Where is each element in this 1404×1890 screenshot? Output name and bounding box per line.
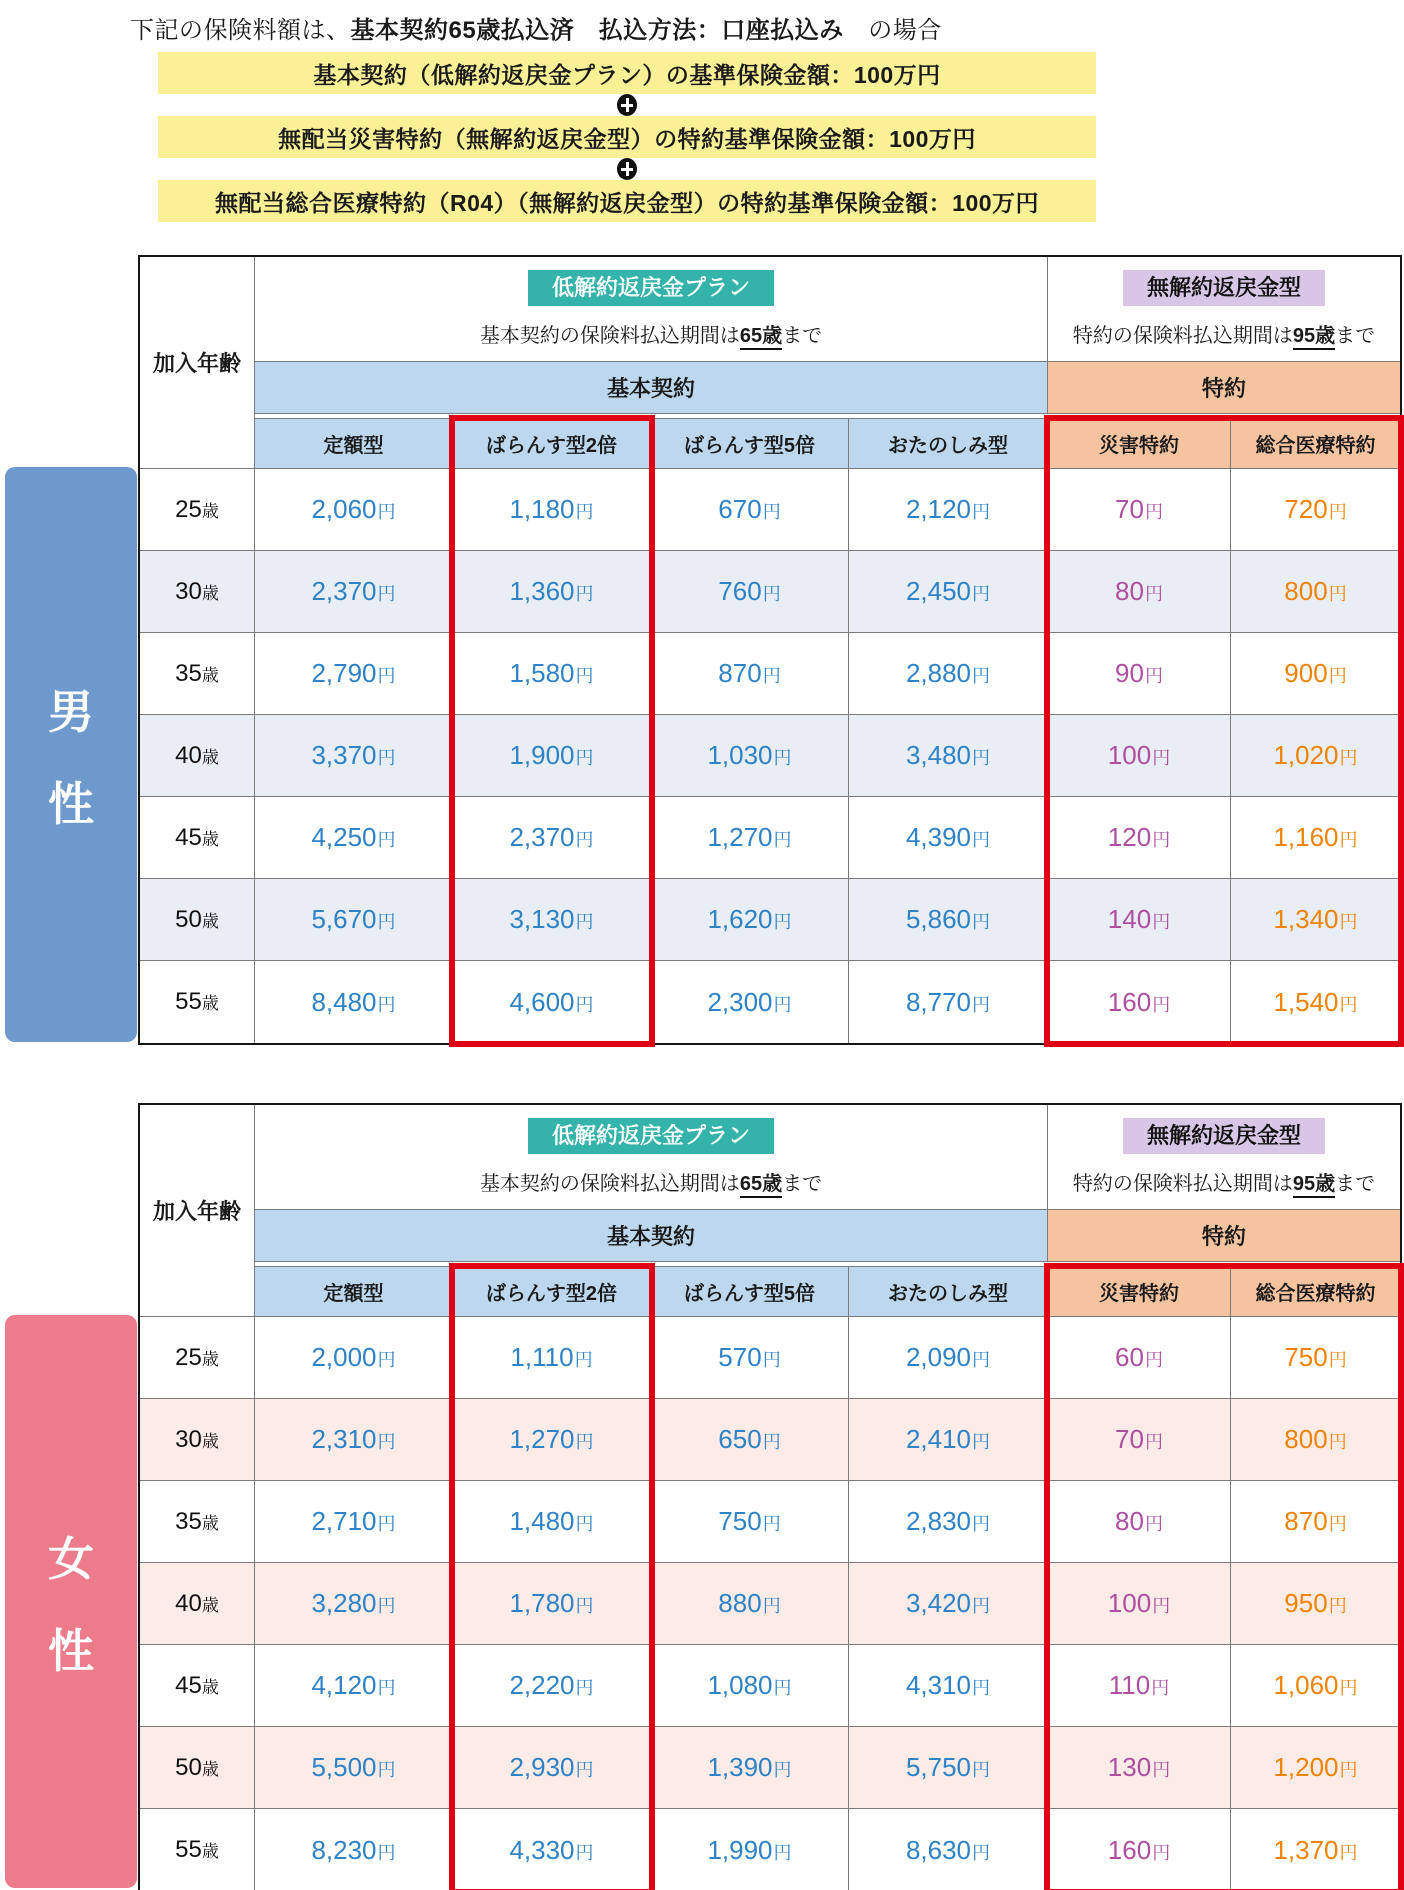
premium-cell: 1,270円 [453, 1399, 651, 1481]
premium-cell: 8,480円 [255, 961, 453, 1043]
premium-cell: 1,110円 [453, 1317, 651, 1399]
premium-cell: 2,220円 [453, 1645, 651, 1727]
premium-cell: 1,540円 [1273, 986, 1358, 1017]
premium-cell: 1,060円 [1231, 1645, 1400, 1727]
coverage-line-basic [158, 52, 1096, 94]
plus-row [158, 94, 1096, 116]
premium-table-male [138, 255, 1402, 1045]
premium-cell: 2,880円 [849, 633, 1048, 715]
age-column-header: 加入年齢 [140, 1105, 255, 1317]
page-title [130, 10, 942, 45]
premium-cell: 750円 [651, 1481, 849, 1563]
premium-cell: 70円 [1048, 469, 1231, 551]
age-cell: 40歳 [140, 715, 255, 797]
premium-cell: 100円 [1048, 715, 1231, 797]
premium-cell: 1,900円 [453, 715, 651, 797]
premium-cell: 110円 [1048, 1645, 1231, 1727]
premium-cell: 2,060円 [255, 469, 453, 551]
premium-cell: 870円 [651, 633, 849, 715]
premium-cell: 160円 [1048, 961, 1231, 1043]
premium-cell: 1,360円 [453, 551, 651, 633]
premium-cell: 100円 [1048, 1563, 1231, 1645]
plan-badge: 低解約返戻金プラン [528, 270, 774, 306]
rider-period-prefix: 特約の保険料払込期間は [1072, 325, 1293, 347]
premium-cell: 800円 [1231, 551, 1400, 633]
table-row [140, 797, 1400, 879]
premium-cell: 1,990円 [651, 1809, 849, 1890]
coverage-line-basic-text: 基本契約（低解約返戻金プラン）の基準保険金額：100万円 [313, 61, 941, 88]
column-header-medical-rider: 総合医療特約 [1231, 419, 1400, 469]
gender-char: 性 [48, 777, 94, 830]
plan-period-suffix: まで [782, 1173, 823, 1195]
premium-cell: 90円 [1048, 633, 1231, 715]
premium-cell: 2,370円 [255, 551, 453, 633]
plan-period-age: 65歳 [740, 325, 782, 350]
table-row [140, 633, 1400, 715]
premium-cell: 570円 [651, 1317, 849, 1399]
table-row [140, 1809, 1400, 1890]
column-header-accident-rider: 災害特約 [1048, 419, 1231, 469]
premium-cell: 4,330円 [453, 1809, 651, 1890]
premium-cell: 2,790円 [255, 633, 453, 715]
premium-cell: 670円 [651, 469, 849, 551]
gender-char: 女 [48, 1532, 94, 1585]
age-cell: 30歳 [140, 1399, 255, 1481]
premium-cell: 5,500円 [255, 1727, 453, 1809]
premium-cell: 2,830円 [849, 1481, 1048, 1563]
premium-cell: 950円 [1231, 1563, 1400, 1645]
premium-cell: 4,600円 [453, 961, 651, 1043]
premium-cell: 5,670円 [255, 879, 453, 961]
premium-cell: 880円 [651, 1563, 849, 1645]
plan-badge: 低解約返戻金プラン [528, 1118, 774, 1154]
plan-period [480, 1167, 822, 1196]
premium-cell: 8,230円 [255, 1809, 453, 1890]
premium-cell: 870円 [1231, 1481, 1400, 1563]
age-cell: 25歳 [140, 469, 255, 551]
premium-cell: 3,280円 [255, 1563, 453, 1645]
premium-cell: 650円 [651, 1399, 849, 1481]
premium-cell: 760円 [651, 551, 849, 633]
plan-period-prefix: 基本契約の保険料払込期間は [479, 1173, 740, 1195]
premium-cell: 3,130円 [453, 879, 651, 961]
premium-cell: 720円 [1231, 469, 1400, 551]
plan-period [480, 319, 822, 348]
premium-cell: 800円 [1231, 1399, 1400, 1481]
premium-cell: 80円 [1048, 551, 1231, 633]
age-cell: 45歳 [140, 1645, 255, 1727]
plan-header [255, 257, 1048, 362]
table-row [140, 1645, 1400, 1727]
plan-header [255, 1105, 1048, 1210]
premium-cell: 1,030円 [651, 715, 849, 797]
premium-cell: 2,450円 [849, 551, 1048, 633]
plus-icon [617, 94, 637, 116]
table-row [140, 1481, 1400, 1563]
title-suffix: の場合 [843, 17, 942, 44]
rider-badge: 無解約返戻金型 [1123, 1118, 1325, 1154]
rider-section-header: 特約 [1048, 1210, 1400, 1262]
premium-cell: 4,120円 [255, 1645, 453, 1727]
premium-cell: 3,370円 [255, 715, 453, 797]
rider-period-age: 95歳 [1293, 1173, 1335, 1198]
column-header-otanoshimi: おたのしみ型 [849, 1267, 1048, 1317]
table-body [140, 1317, 1400, 1890]
premium-cell: 2,370円 [453, 797, 651, 879]
gender-char: 男 [48, 685, 94, 738]
premium-cell: 4,250円 [255, 797, 453, 879]
premium-cell: 80円 [1048, 1481, 1231, 1563]
column-header-accident-rider: 災害特約 [1048, 1267, 1231, 1317]
premium-cell: 1,390円 [651, 1727, 849, 1809]
column-header-balance2x: ばらんす型2倍 [453, 419, 651, 469]
table-header [140, 1105, 1400, 1317]
age-cell: 55歳 [140, 961, 255, 1043]
table-row [140, 1399, 1400, 1481]
plus-row [158, 158, 1096, 180]
premium-cell: 1,160円 [1231, 797, 1400, 879]
table-header [140, 257, 1400, 469]
basic-section-header: 基本契約 [255, 1210, 1048, 1262]
premium-cell: 2,310円 [255, 1399, 453, 1481]
premium-cell: 120円 [1048, 797, 1231, 879]
plus-icon [617, 158, 637, 180]
plan-period-suffix: まで [782, 325, 823, 347]
gender-char: 性 [48, 1624, 94, 1677]
column-header-otanoshimi: おたのしみ型 [849, 419, 1048, 469]
premium-cell: 1,020円 [1231, 715, 1400, 797]
premium-cell: 4,390円 [849, 797, 1048, 879]
premium-cell: 2,000円 [255, 1317, 453, 1399]
premium-cell: 2,090円 [849, 1317, 1048, 1399]
coverage-line-medical-text: 無配当総合医療特約（R04）（無解約返戻金型）の特約基準保険金額：100万円 [214, 189, 1040, 216]
table-row [140, 551, 1400, 633]
table-body [140, 469, 1400, 1043]
age-cell: 35歳 [140, 1481, 255, 1563]
premium-cell: 2,120円 [849, 469, 1048, 551]
age-cell: 50歳 [140, 879, 255, 961]
table-row [140, 961, 1400, 1043]
age-cell: 55歳 [140, 1809, 255, 1890]
table-row [140, 1727, 1400, 1809]
column-header-balance5x: ばらんす型5倍 [651, 419, 849, 469]
premium-cell: 1,620円 [651, 879, 849, 961]
coverage-stack [158, 52, 1096, 222]
plan-period-age: 65歳 [740, 1173, 782, 1198]
premium-cell: 130円 [1048, 1727, 1231, 1809]
column-header-medical-rider: 総合医療特約 [1231, 1267, 1400, 1317]
age-cell: 40歳 [140, 1563, 255, 1645]
rider-period-suffix: まで [1335, 325, 1376, 347]
table-row [140, 879, 1400, 961]
plan-period-prefix: 基本契約の保険料払込期間は [479, 325, 740, 347]
coverage-line-accident [158, 116, 1096, 158]
age-cell: 30歳 [140, 551, 255, 633]
premium-cell: 2,710円 [255, 1481, 453, 1563]
gender-bar-female [5, 1315, 137, 1888]
premium-cell: 750円 [1231, 1317, 1400, 1399]
premium-cell: 1,180円 [453, 469, 651, 551]
rider-header [1048, 1105, 1400, 1210]
column-header-teigaku: 定額型 [255, 419, 453, 469]
premium-cell: 160円 [1048, 1809, 1231, 1890]
premium-cell: 1,580円 [453, 633, 651, 715]
rider-header [1048, 257, 1400, 362]
premium-cell: 4,310円 [849, 1645, 1048, 1727]
premium-cell: 1,270円 [651, 797, 849, 879]
premium-cell: 5,860円 [849, 879, 1048, 961]
rider-period-suffix: まで [1335, 1173, 1376, 1195]
premium-cell: 1,480円 [453, 1481, 651, 1563]
title-prefix: 下記の保険料額は、 [130, 17, 351, 44]
basic-section-header: 基本契約 [255, 362, 1048, 414]
premium-cell: 70円 [1048, 1399, 1231, 1481]
premium-cell: 2,300円 [651, 961, 849, 1043]
table-row [140, 1563, 1400, 1645]
age-cell: 45歳 [140, 797, 255, 879]
rider-period-age: 95歳 [1293, 325, 1335, 350]
premium-cell: 3,420円 [849, 1563, 1048, 1645]
premium-cell: 8,630円 [849, 1809, 1048, 1890]
rider-period [1073, 319, 1375, 348]
premium-cell: 1,340円 [1231, 879, 1400, 961]
table-row [140, 715, 1400, 797]
age-cell: 35歳 [140, 633, 255, 715]
premium-cell: 1,780円 [453, 1563, 651, 1645]
age-cell: 25歳 [140, 1317, 255, 1399]
column-header-balance5x: ばらんす型5倍 [651, 1267, 849, 1317]
coverage-line-accident-text: 無配当災害特約（無解約返戻金型）の特約基準保険金額：100万円 [278, 125, 976, 152]
gender-bar-male [5, 467, 137, 1042]
premium-table-female [138, 1103, 1402, 1890]
rider-period [1073, 1167, 1375, 1196]
table-row [140, 469, 1400, 551]
premium-cell: 900円 [1231, 633, 1400, 715]
rider-section-header: 特約 [1048, 362, 1400, 414]
premium-cell: 2,930円 [453, 1727, 651, 1809]
premium-cell: 8,770円 [849, 961, 1048, 1043]
title-conditions: 基本契約65歳払込済 払込方法：口座払込み [350, 17, 844, 44]
premium-cell: 140円 [1048, 879, 1231, 961]
column-header-balance2x: ばらんす型2倍 [453, 1267, 651, 1317]
rider-badge: 無解約返戻金型 [1123, 270, 1325, 306]
premium-cell: 1,200円 [1231, 1727, 1400, 1809]
premium-cell: 60円 [1048, 1317, 1231, 1399]
premium-cell: 1,080円 [651, 1645, 849, 1727]
coverage-line-medical [158, 180, 1096, 222]
column-header-teigaku: 定額型 [255, 1267, 453, 1317]
premium-cell: 2,410円 [849, 1399, 1048, 1481]
age-cell: 50歳 [140, 1727, 255, 1809]
premium-cell: 3,480円 [849, 715, 1048, 797]
premium-cell: 1,370円 [1273, 1834, 1358, 1865]
age-column-header: 加入年齢 [140, 257, 255, 469]
rider-period-prefix: 特約の保険料払込期間は [1072, 1173, 1293, 1195]
table-row [140, 1317, 1400, 1399]
premium-cell: 5,750円 [849, 1727, 1048, 1809]
